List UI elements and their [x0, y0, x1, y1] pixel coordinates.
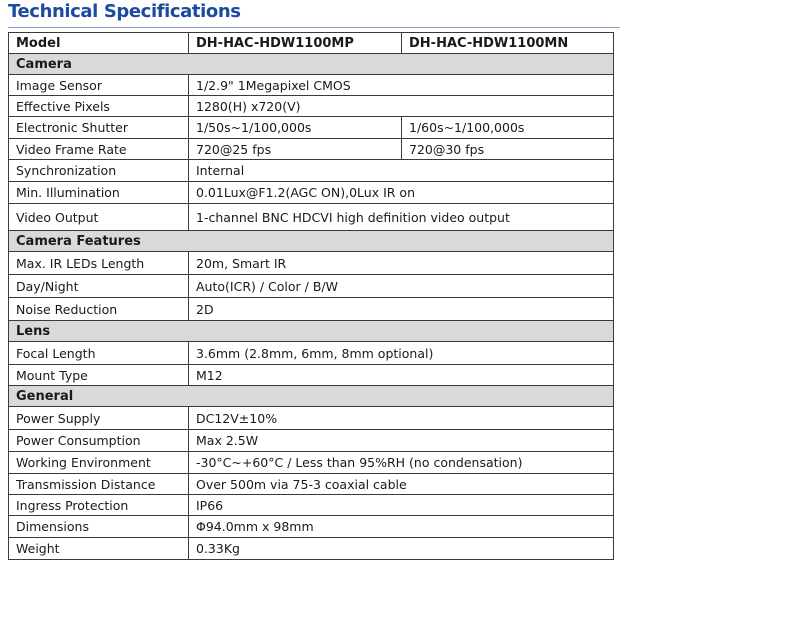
- spec-value-cell: IP66: [189, 495, 614, 516]
- section-header-row: [9, 386, 614, 407]
- section-title: Camera: [9, 54, 614, 75]
- spec-label-cell: Effective Pixels: [9, 96, 189, 117]
- spec-value-cell: 720@25 fps: [189, 139, 402, 160]
- spec-row: [9, 204, 614, 231]
- spec-label-cell: Focal Length: [9, 342, 189, 365]
- spec-value-cell: 1280(H) x720(V): [189, 96, 614, 117]
- spec-row: [9, 342, 614, 365]
- spec-label-cell: Max. IR LEDs Length: [9, 252, 189, 275]
- spec-row: [9, 538, 614, 560]
- spec-value-cell: 20m, Smart IR: [189, 252, 614, 275]
- model-header-cell: Model: [9, 33, 189, 54]
- spec-label-cell: Image Sensor: [9, 75, 189, 96]
- spec-row: [9, 430, 614, 452]
- spec-row: [9, 139, 614, 160]
- spec-value-cell: 1-channel BNC HDCVI high definition video output: [189, 204, 614, 231]
- spec-label-cell: Noise Reduction: [9, 298, 189, 321]
- spec-label-cell: Power Supply: [9, 407, 189, 430]
- spec-label-cell: Min. Illumination: [9, 182, 189, 204]
- spec-value-cell: M12: [189, 365, 614, 386]
- section-header-row: [9, 54, 614, 75]
- spec-value-cell: 0.33Kg: [189, 538, 614, 560]
- spec-value-mn-cell: 1/60s~1/100,000s: [402, 117, 614, 139]
- model-mn-header-cell: DH-HAC-HDW1100MN: [402, 33, 614, 54]
- title-divider: [8, 27, 620, 28]
- model-mp-header-cell: DH-HAC-HDW1100MP: [189, 33, 402, 54]
- spec-label-cell: Electronic Shutter: [9, 117, 189, 139]
- spec-row: [9, 117, 614, 139]
- spec-table: [8, 32, 614, 560]
- spec-label-cell: Working Environment: [9, 452, 189, 474]
- section-header-row: [9, 321, 614, 342]
- spec-value-cell: Φ94.0mm x 98mm: [189, 516, 614, 538]
- spec-row: [9, 407, 614, 430]
- spec-value-cell: -30°C~+60°C / Less than 95%RH (no condensation): [189, 452, 614, 474]
- spec-value-cell: 3.6mm (2.8mm, 6mm, 8mm optional): [189, 342, 614, 365]
- spec-label-cell: Power Consumption: [9, 430, 189, 452]
- spec-label-cell: Video Output: [9, 204, 189, 231]
- spec-row: [9, 365, 614, 386]
- spec-row: [9, 452, 614, 474]
- spec-row: [9, 516, 614, 538]
- spec-label-cell: Synchronization: [9, 160, 189, 182]
- spec-row: [9, 75, 614, 96]
- section-title: Camera Features: [9, 231, 614, 252]
- spec-value-cell: 1/2.9" 1Megapixel CMOS: [189, 75, 614, 96]
- spec-value-cell: 0.01Lux@F1.2(AGC ON),0Lux IR on: [189, 182, 614, 204]
- spec-table-body: [9, 33, 614, 560]
- spec-label-cell: Day/Night: [9, 275, 189, 298]
- spec-row: [9, 252, 614, 275]
- spec-row: [9, 182, 614, 204]
- spec-row: [9, 495, 614, 516]
- spec-label-cell: Dimensions: [9, 516, 189, 538]
- spec-row: [9, 298, 614, 321]
- spec-value-cell: 1/50s~1/100,000s: [189, 117, 402, 139]
- section-title: General: [9, 386, 614, 407]
- spec-value-cell: DC12V±10%: [189, 407, 614, 430]
- spec-row: [9, 160, 614, 182]
- spec-value-cell: Max 2.5W: [189, 430, 614, 452]
- spec-value-cell: Internal: [189, 160, 614, 182]
- spec-value-mn-cell: 720@30 fps: [402, 139, 614, 160]
- page-title: Technical Specifications: [8, 1, 241, 22]
- spec-label-cell: Mount Type: [9, 365, 189, 386]
- spec-row: [9, 474, 614, 495]
- spec-value-cell: Auto(ICR) / Color / B/W: [189, 275, 614, 298]
- spec-label-cell: Weight: [9, 538, 189, 560]
- spec-row: [9, 96, 614, 117]
- section-header-row: [9, 231, 614, 252]
- spec-label-cell: Ingress Protection: [9, 495, 189, 516]
- spec-label-cell: Transmission Distance: [9, 474, 189, 495]
- spec-value-cell: Over 500m via 75-3 coaxial cable: [189, 474, 614, 495]
- table-header-row: [9, 33, 614, 54]
- spec-value-cell: 2D: [189, 298, 614, 321]
- spec-row: [9, 275, 614, 298]
- spec-label-cell: Video Frame Rate: [9, 139, 189, 160]
- section-title: Lens: [9, 321, 614, 342]
